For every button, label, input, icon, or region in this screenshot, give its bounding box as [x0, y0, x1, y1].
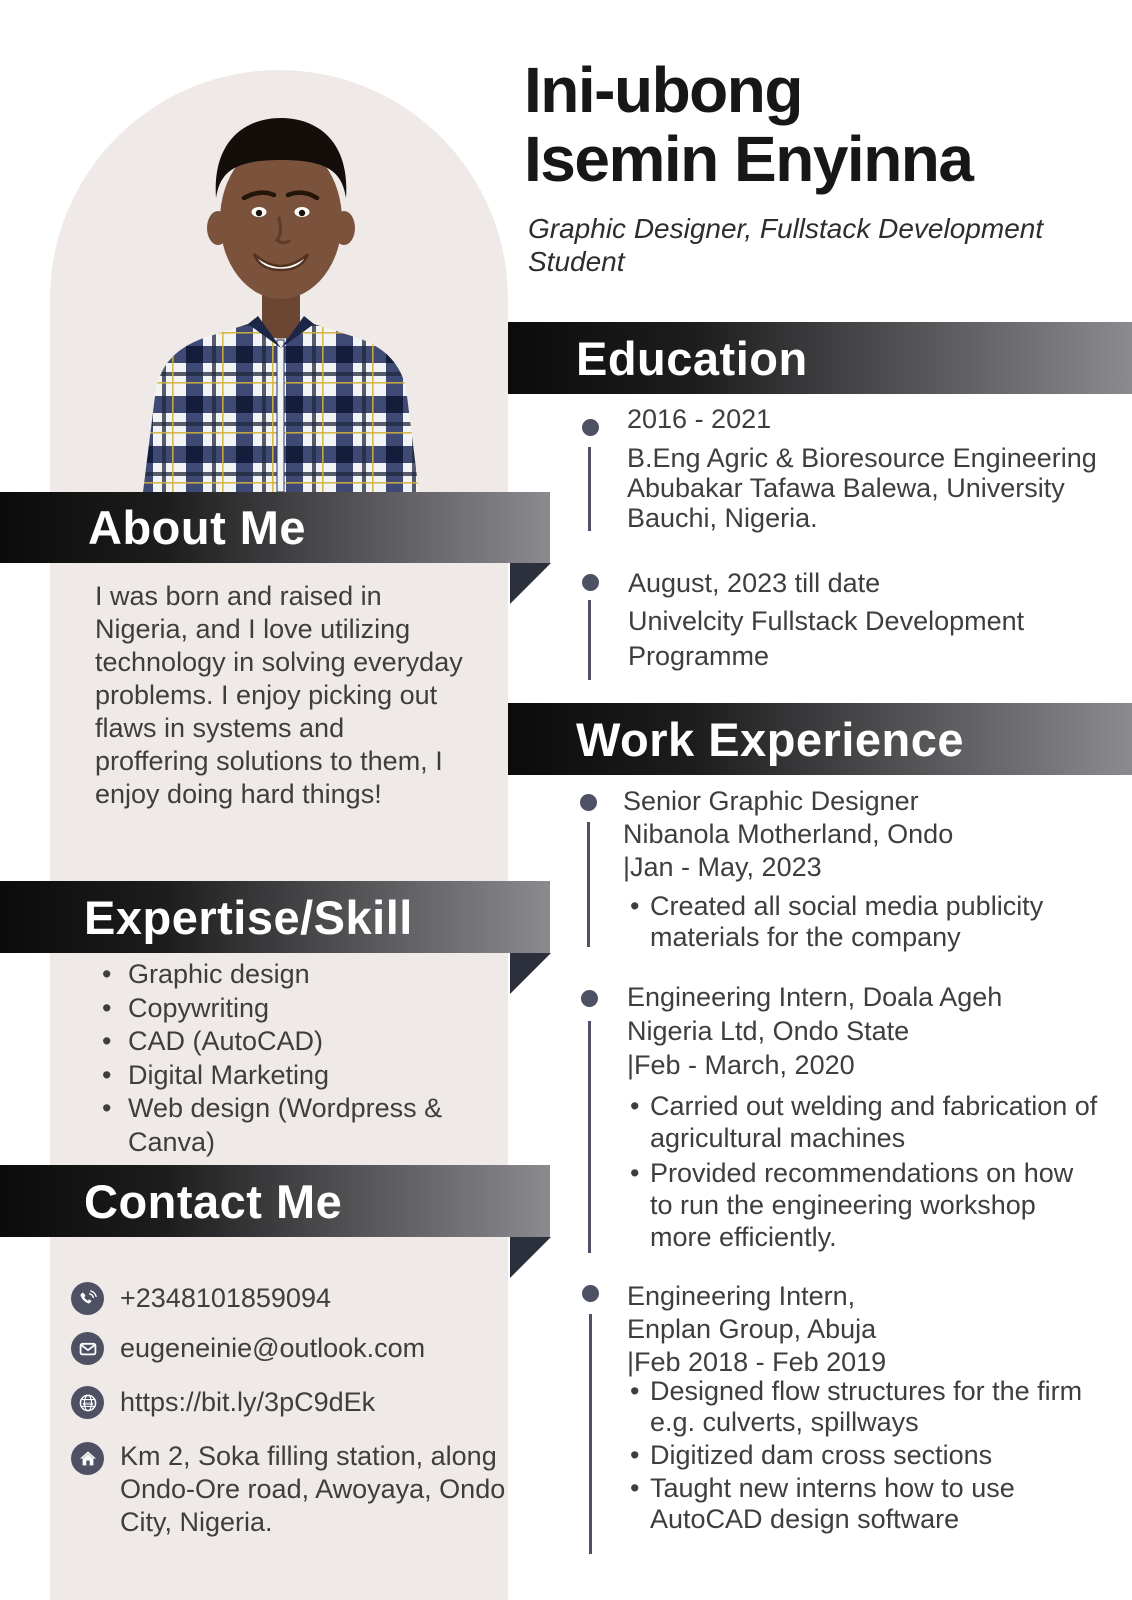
person-name-line1: Ini-ubong [524, 54, 802, 126]
skill-list [100, 958, 455, 1159]
work-company: Enplan Group, Abuja [627, 1314, 877, 1344]
email-icon [71, 1332, 104, 1365]
contact-row-website [71, 1386, 375, 1419]
timeline-dot [580, 794, 597, 811]
skill-item: • Copywriting [100, 992, 455, 1026]
education-date: August, 2023 till date [628, 568, 881, 598]
work-role: Senior Graphic Designer [623, 786, 919, 816]
timeline-line [588, 1021, 591, 1253]
work-bullet: • Carried out welding and fabrication of agricultural machines [630, 1090, 1100, 1154]
timeline-line [587, 822, 590, 947]
education-detail-line: Univelcity Fullstack Development [628, 606, 1025, 636]
education-section-banner [508, 322, 1132, 394]
timeline-dot [582, 419, 599, 436]
timeline-line [588, 600, 591, 680]
education-detail-line: Programme [628, 641, 770, 671]
work-company: Nigeria Ltd, Ondo State [627, 1016, 910, 1046]
timeline-dot [582, 1285, 599, 1302]
work-role: Engineering Intern, Doala Ageh [627, 982, 1003, 1012]
work-bullet: • Provided recommendations on how to run the engineering workshop more efficiently. [630, 1157, 1100, 1253]
timeline-dot [581, 990, 598, 1007]
work-bullet-list [630, 891, 1095, 957]
ribbon-fold-icon [510, 1237, 551, 1278]
work-bullet-list [630, 1090, 1100, 1253]
education-details [627, 443, 1097, 533]
education-date: 2016 - 2021 [627, 404, 772, 434]
education-detail-line: Abubakar Tafawa Balewa, University [627, 473, 1065, 503]
address-text: Km 2, Soka filling station, along Ondo-Ore road, Awoyaya, Ondo City, Nigeria. [120, 1441, 506, 1537]
person-role-subtitle: Graphic Designer, Fullstack Development Student [528, 213, 1044, 277]
website-link[interactable]: https://bit.ly/3pC9dEk [120, 1387, 376, 1417]
skill-item: • Digital Marketing [100, 1059, 455, 1093]
work-bullet: • Digitized dam cross sections [630, 1440, 1105, 1471]
work-dates: |Feb 2018 - Feb 2019 [627, 1347, 887, 1377]
expertise-section-banner [0, 881, 550, 953]
skill-item: • Web design (Wordpress & Canva) [100, 1092, 455, 1159]
contact-section-title: Contact Me [84, 1174, 343, 1228]
contact-section-banner [0, 1165, 550, 1237]
work-section-banner [508, 703, 1132, 775]
person-name-line2: Isemin Enyinna [524, 123, 973, 195]
email-address[interactable]: eugeneinie@outlook.com [120, 1333, 426, 1363]
work-bullet: • Taught new interns how to use AutoCAD design software [630, 1473, 1105, 1535]
timeline-line [588, 447, 591, 531]
work-bullet: • Created all social media publicity materials for the company [630, 891, 1095, 953]
about-section-banner [0, 492, 550, 563]
contact-row-address [71, 1442, 518, 1539]
work-company: Nibanola Motherland, Ondo [623, 819, 954, 849]
work-entry-heading [623, 785, 953, 884]
contact-row-phone [71, 1282, 331, 1315]
work-dates: |Feb - March, 2020 [627, 1050, 855, 1080]
skill-item: • Graphic design [100, 958, 455, 992]
skill-item: • CAD (AutoCAD) [100, 1025, 455, 1059]
globe-icon [71, 1386, 104, 1419]
ribbon-fold-icon [510, 563, 551, 604]
work-entry-heading [627, 980, 1002, 1082]
about-section-title: About Me [88, 501, 307, 554]
timeline-dot [582, 574, 599, 591]
person-name [524, 56, 972, 194]
education-detail-line: Bauchi, Nigeria. [627, 503, 818, 533]
svg-text:www: www [82, 1400, 93, 1406]
work-bullet: • Designed flow structures for the firm e.g. culverts, spillways [630, 1376, 1105, 1438]
work-section-title: Work Experience [576, 712, 965, 766]
education-section-title: Education [576, 331, 808, 385]
education-details [628, 604, 1024, 674]
contact-row-email [71, 1332, 425, 1365]
phone-number[interactable]: +2348101859094 [120, 1283, 331, 1313]
work-bullet-list [630, 1376, 1105, 1535]
work-dates: |Jan - May, 2023 [623, 852, 822, 882]
work-role: Engineering Intern, [627, 1281, 856, 1311]
home-icon [71, 1442, 104, 1475]
phone-icon [71, 1282, 104, 1315]
work-entry-heading [627, 1280, 886, 1379]
education-detail-line: B.Eng Agric & Bioresource Engineering [627, 443, 1097, 473]
profile-photo [128, 88, 434, 492]
timeline-line [589, 1314, 592, 1554]
about-text: I was born and raised in Nigeria, and I love utilizing technology in solving everyday problems. I enjoy picking out flaws in systems and proffering solutions to them, I enjoy doing hard things! [95, 581, 463, 809]
ribbon-fold-icon [510, 953, 551, 994]
expertise-section-title: Expertise/Skill [84, 890, 413, 944]
